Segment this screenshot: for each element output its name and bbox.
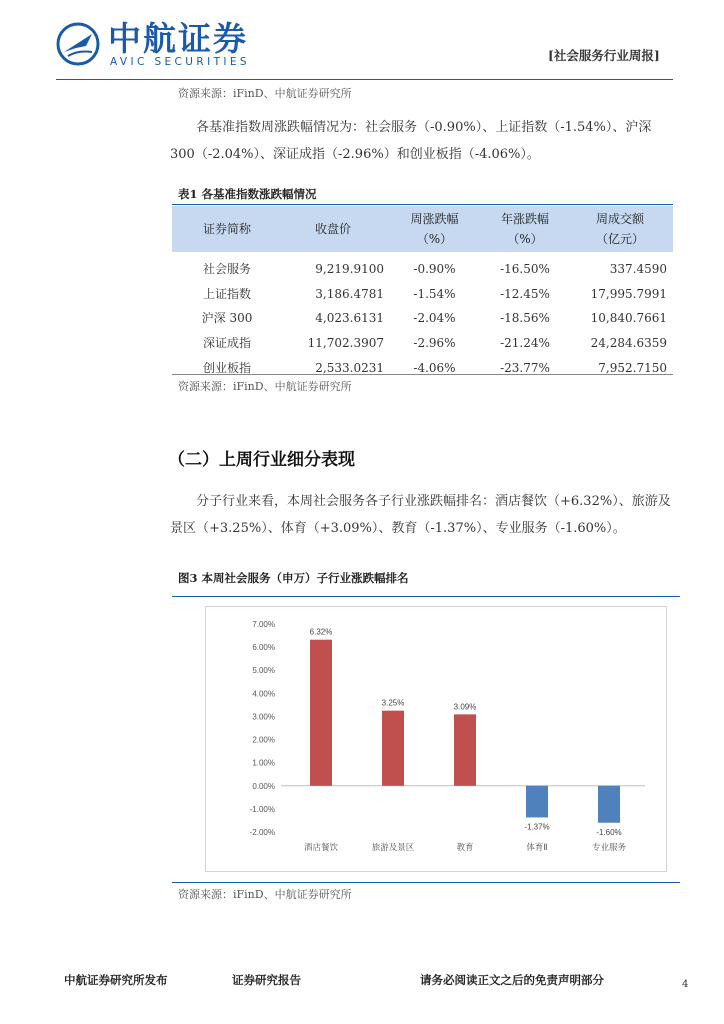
bar [454, 714, 476, 785]
table-cell: 17,995.7991 [590, 286, 667, 301]
figure-caption-divider [172, 596, 680, 597]
subsector-bar-chart [205, 606, 665, 870]
table-cell: -1.54% [413, 286, 456, 301]
table-header-cell: 周涨跌幅 （%） [410, 212, 459, 246]
table-cell: -18.56% [500, 311, 550, 326]
category-label: 酒店餐饮 [303, 843, 339, 853]
table-cell: -16.50% [500, 262, 550, 277]
category-label: 专业服务 [591, 843, 627, 853]
table-source-note: 资源来源：iFinD、中航证券研究所 [178, 380, 352, 393]
y-tick-label: 2.00% [252, 735, 275, 745]
table-cell: -21.24% [500, 336, 550, 351]
table-cell: -4.06% [413, 360, 456, 375]
page-number: 4 [682, 979, 689, 990]
figure-source-note: 资源来源：iFinD、中航证券研究所 [178, 888, 352, 901]
table-cell: 2,533.0231 [315, 360, 384, 375]
y-tick-label: 0.00% [252, 781, 275, 791]
data-label: 3.25% [381, 698, 405, 708]
table-cell: 9,219.9100 [315, 262, 384, 277]
table-row [172, 306, 673, 331]
table-row [172, 355, 673, 380]
y-tick-label: 7.00% [252, 620, 275, 629]
table-row [172, 331, 673, 356]
table-cell: 4,023.6131 [315, 311, 384, 326]
table-cell: -2.96% [413, 336, 456, 351]
avic-logo-icon [56, 22, 100, 66]
y-tick-label: 6.00% [252, 643, 275, 653]
table-cell: 7,952.7150 [598, 360, 667, 375]
logo-text-en: AVIC SECURITIES [110, 56, 250, 68]
table-row [172, 282, 673, 307]
table-cell: -0.90% [413, 262, 456, 277]
table-cell: 深证成指 [202, 336, 251, 351]
table-cell: 沪深 300 [201, 311, 253, 326]
table-caption: 表1 各基准指数涨跌幅情况 [178, 187, 317, 201]
category-label: 体育Ⅱ [526, 843, 548, 853]
table-cell: -2.04% [413, 311, 456, 326]
table-header-cell: 年涨跌幅 （%） [500, 212, 549, 246]
report-tag: [社会服务行业周报] [548, 48, 660, 63]
y-tick-label: 1.00% [252, 758, 275, 768]
y-tick-label: -1.00% [249, 804, 275, 814]
table-row [172, 257, 673, 282]
bar [598, 786, 620, 823]
logo-text-cn: 中航证券 [108, 19, 248, 58]
y-tick-label: 5.00% [252, 666, 275, 676]
table-cell: 社会服务 [202, 262, 251, 277]
table-cell: 10,840.7661 [590, 311, 667, 326]
table-cell: 24,284.6359 [590, 336, 667, 351]
table-cell: -23.77% [500, 360, 550, 375]
source-note-top: 资源来源：iFinD、中航证券研究所 [178, 87, 352, 100]
y-tick-label: 4.00% [252, 689, 275, 699]
table-cell: -12.45% [500, 286, 550, 301]
bar [382, 711, 404, 786]
footer-report-type: 证券研究报告 [232, 973, 301, 987]
table-header-cell: 收盘价 [314, 222, 351, 236]
table-cell: 337.4590 [609, 262, 667, 277]
category-label: 旅游及景区 [371, 843, 415, 853]
header-divider [56, 79, 673, 80]
footer-publisher: 中航证券研究所发布 [64, 973, 168, 987]
paragraph-index-summary: 各基准指数周涨跌幅情况为：社会服务（-0.90%）、上证指数（-1.54%）、沪深300（-2.04%）、深证成指（-2.96%）和创业板指（-4.06%）。 [170, 120, 652, 162]
data-label: 6.32% [309, 627, 333, 637]
category-label: 教育 [456, 843, 474, 853]
table-cell: 创业板指 [202, 360, 251, 375]
figure-bottom-divider [172, 882, 680, 883]
data-label: 3.09% [453, 702, 477, 712]
footer-disclaimer: 请务必阅读正文之后的免责声明部分 [420, 973, 604, 987]
y-tick-label: -2.00% [249, 828, 275, 837]
data-label: -1.37% [524, 822, 550, 832]
bar [526, 786, 548, 818]
paragraph-subsector-summary: 分子行业来看，本周社会服务各子行业涨跌幅排名：酒店餐饮（+6.32%）、旅游及景区（+3.25%）、体育（+3.09%）、教育（-1.37%）、专业服务（-1.60%）。 [170, 494, 671, 536]
bar [310, 640, 332, 786]
table-cell: 11,702.3907 [307, 336, 384, 351]
table-header-cell: 周成交额 （亿元） [595, 212, 644, 246]
table-cell: 3,186.4781 [315, 286, 384, 301]
figure-caption: 图3 本周社会服务（申万）子行业涨跌幅排名 [178, 571, 409, 585]
section-title: （二）上周行业细分表现 [168, 450, 355, 470]
data-label: -1.60% [596, 827, 622, 837]
index-table [172, 206, 673, 380]
table-bottom-rule [172, 374, 673, 375]
table-caption-divider [172, 204, 673, 205]
table-header-cell: 证券简称 [202, 222, 251, 236]
table-header [172, 206, 673, 252]
table-cell: 上证指数 [202, 286, 251, 301]
y-tick-label: 3.00% [252, 712, 275, 722]
